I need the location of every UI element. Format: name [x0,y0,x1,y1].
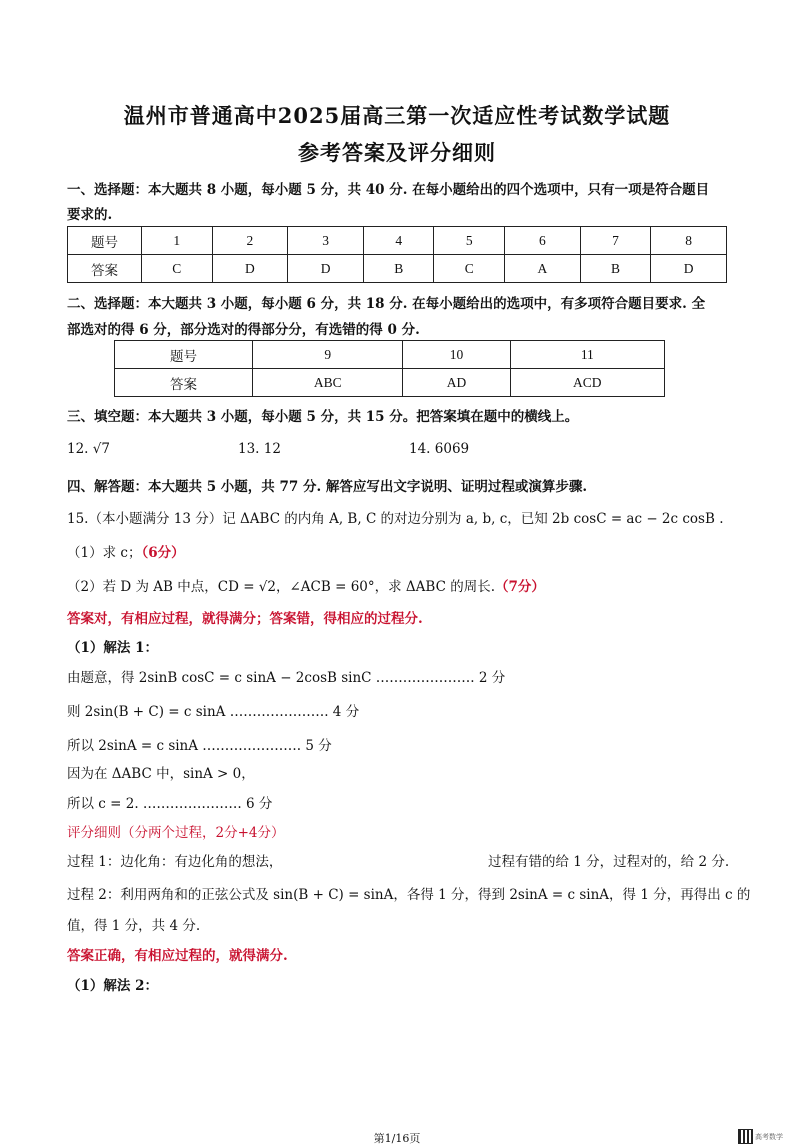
q15-part2-points: （7分） [495,579,545,595]
section2-answer-table [114,340,665,397]
process1-left: 过程 1：边化角：有边化角的想法， [67,854,283,870]
section2-heading-line2: 部选对的得 6 分，部分选对的得部分分，有选错的得 0 分. [67,322,420,338]
section1-heading-line1: 一、选择题：本大题共 8 小题，每小题 5 分，共 40 分. 在每小题给出的四个选项中，只有一项是符合题目 [67,182,710,198]
solution-step-1: 由题意，得 2sinB cosC = c sinA − 2cosB sinC …………………. 2 分 [67,670,506,686]
section1-heading-line2: 要求的. [67,207,113,223]
table2-q10: 10 [403,341,510,369]
table1-q3: 3 [288,227,364,255]
solution-step-3: 所以 2sinA = c sinA …………………. 5 分 [67,738,332,754]
table1-label-q: 题号 [68,227,142,255]
table1-a5: C [434,255,505,283]
section1-answer-table [67,226,727,283]
table1-q5: 5 [434,227,505,255]
table2-q9: 9 [253,341,403,369]
solution-step-5: 所以 c = 2. …………………. 6 分 [67,796,273,812]
table1-q2: 2 [212,227,288,255]
process2-line2: 值，得 1 分，共 4 分. [67,918,201,934]
footer-logo [738,1129,783,1144]
table1-q8: 8 [651,227,727,255]
page-number: 第1/16页 [373,1132,421,1145]
method2-heading: （1）解法 2： [67,978,158,994]
q15-part2-text: （2）若 D 为 AB 中点，CD = √2，∠ACB = 60°，求 ΔABC 的周长. [67,579,495,595]
q15-part2 [67,575,545,595]
answer-13: 13. 12 [238,441,281,457]
red-note-1: 答案对，有相应过程，就得满分；答案错，得相应的过程分. [67,611,423,627]
table1-q7: 7 [580,227,651,255]
table1-q4: 4 [363,227,434,255]
table1-a7: B [580,255,651,283]
red-note-2: 答案正确，有相应过程的，就得满分. [67,948,288,964]
table1-a3: D [288,255,364,283]
q15-part1-points: （6分） [141,545,185,561]
solution-step-2: 则 2sin(B + C) = c sinA …………………. 4 分 [67,704,360,720]
qr-code-icon [738,1129,753,1144]
table1-q6: 6 [505,227,581,255]
answer-14: 14. 6069 [409,441,470,457]
answer-12: 12. √7 [67,441,110,457]
q15-part1 [67,541,185,561]
q15-stem: 15.（本小题满分 13 分）记 ΔABC 的内角 A, B, C 的对边分别为 a, b, c，已知 2b cosC = ac − 2c cosB . [67,511,724,527]
table1-a2: D [212,255,288,283]
page-subtitle: 参考答案及评分细则 [298,140,496,165]
table2-q11: 11 [510,341,664,369]
solution-step-4: 因为在 ΔABC 中，sinA > 0， [67,766,255,782]
page-title: 温州市普通高中2025届高三第一次适应性考试数学试题 [123,103,671,128]
process1-right: 过程有错的给 1 分，过程对的，给 2 分. [488,854,730,870]
table1-a4: B [363,255,434,283]
table1-a6: A [505,255,581,283]
table2-label-q: 题号 [115,341,253,369]
section4-heading: 四、解答题：本大题共 5 小题，共 77 分. 解答应写出文字说明、证明过程或演算步骤. [67,479,588,495]
process2-line1: 过程 2：利用两角和的正弦公式及 sin(B + C) = sinA，各得 1 分，得到 2sinA = c sinA，得 1 分，再得出 c 的 [67,887,751,903]
grading-title: 评分细则（分两个过程，2分+4分） [67,825,285,841]
q15-part1-text: （1）求 c； [67,545,142,561]
table1-a1: C [142,255,213,283]
table2-a9: ABC [253,369,403,397]
table2-a11: ACD [510,369,664,397]
section3-heading: 三、填空题：本大题共 3 小题，每小题 5 分，共 15 分。把答案填在题中的横线上。 [67,409,579,425]
table1-a8: D [651,255,727,283]
table1-label-a: 答案 [68,255,142,283]
section2-heading-line1: 二、选择题：本大题共 3 小题，每小题 6 分，共 18 分. 在每小题给出的选项中，有多项符合题目要求. 全 [67,296,706,312]
logo-text: 高考数学 [755,1132,783,1141]
method1-heading: （1）解法 1： [67,640,158,656]
table2-label-a: 答案 [115,369,253,397]
table2-a10: AD [403,369,510,397]
table1-q1: 1 [142,227,213,255]
